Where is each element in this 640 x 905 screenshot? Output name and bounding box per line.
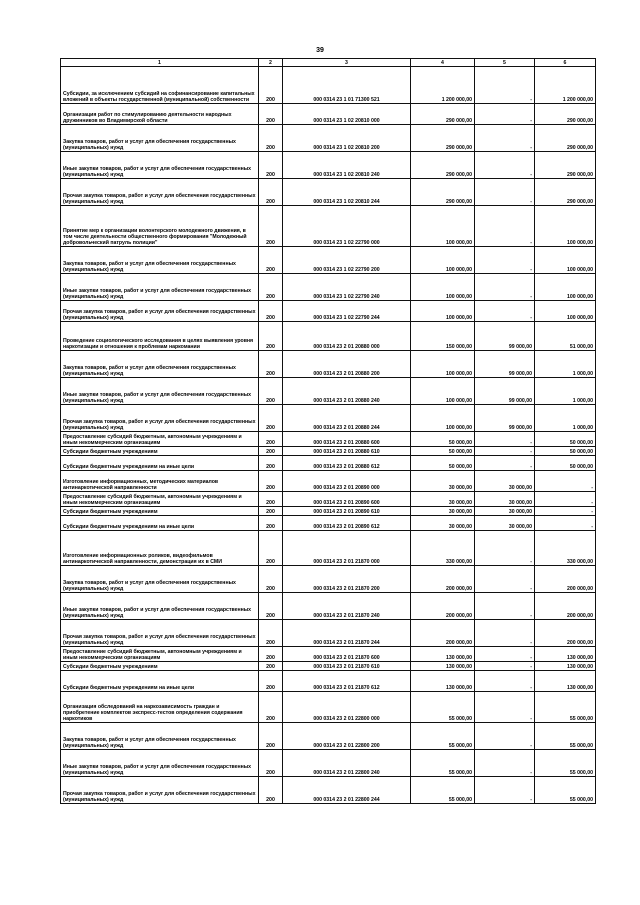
- row-col6-amount: 1 200 000,00: [535, 67, 596, 104]
- table-row: [61, 179, 596, 206]
- col-header: 6: [535, 59, 596, 67]
- row-total-amount: 290 000,00: [411, 104, 475, 125]
- row-total-amount: 100 000,00: [411, 274, 475, 301]
- row-description: Прочая закупка товаров, работ и услуг для обеспечения государственных (муниципальных) нужд: [61, 179, 259, 206]
- table-row: [61, 247, 596, 274]
- row-col5-amount: -: [475, 723, 535, 750]
- row-description: Закупка товаров, работ и услуг для обеспечения государственных (муниципальных) нужд: [61, 125, 259, 152]
- table-row: [61, 456, 596, 471]
- row-description: Изготовление информационных роликов, видеофильмов антинаркотической направленности, демонстрация их в СМИ: [61, 531, 259, 566]
- row-total-amount: 55 000,00: [411, 750, 475, 777]
- row-description: Закупка товаров, работ и услуг для обеспечения государственных (муниципальных) нужд: [61, 723, 259, 750]
- row-budget-classification-code: 000 0314 23 2 01 20880 244: [283, 405, 411, 432]
- row-budget-classification-code: 000 0314 23 2 01 20890 610: [283, 507, 411, 516]
- row-col5-amount: -: [475, 647, 535, 662]
- row-col5-amount: -: [475, 447, 535, 456]
- row-total-amount: 200 000,00: [411, 620, 475, 647]
- row-col6-amount: 1 000,00: [535, 351, 596, 378]
- row-total-amount: 1 200 000,00: [411, 67, 475, 104]
- table-header-row: [61, 59, 596, 67]
- row-grbs-code: 200: [259, 447, 283, 456]
- row-grbs-code: 200: [259, 274, 283, 301]
- row-description: Субсидии бюджетным учреждениям на иные цели: [61, 456, 259, 471]
- table-row: [61, 206, 596, 247]
- row-description: Прочая закупка товаров, работ и услуг для обеспечения государственных (муниципальных) нужд: [61, 777, 259, 804]
- row-col6-amount: 51 000,00: [535, 322, 596, 351]
- row-col6-amount: 130 000,00: [535, 671, 596, 692]
- page-number: 39: [316, 47, 324, 54]
- row-budget-classification-code: 000 0314 23 2 01 21870 244: [283, 620, 411, 647]
- row-total-amount: 50 000,00: [411, 432, 475, 447]
- row-description: Субсидии бюджетным учреждениям на иные цели: [61, 516, 259, 531]
- row-budget-classification-code: 000 0314 23 2 01 20880 240: [283, 378, 411, 405]
- row-col6-amount: -: [535, 516, 596, 531]
- row-budget-classification-code: 000 0314 23 2 01 20890 600: [283, 492, 411, 507]
- row-total-amount: 100 000,00: [411, 405, 475, 432]
- row-col5-amount: -: [475, 531, 535, 566]
- table-row: [61, 662, 596, 671]
- row-budget-classification-code: 000 0314 23 1 02 22790 244: [283, 301, 411, 322]
- row-total-amount: 100 000,00: [411, 351, 475, 378]
- row-grbs-code: 200: [259, 152, 283, 179]
- row-total-amount: 330 000,00: [411, 531, 475, 566]
- row-total-amount: 130 000,00: [411, 671, 475, 692]
- row-description: Субсидии бюджетным учреждениям: [61, 662, 259, 671]
- row-description: Прочая закупка товаров, работ и услуг для обеспечения государственных (муниципальных) нужд: [61, 620, 259, 647]
- row-col6-amount: -: [535, 507, 596, 516]
- row-col6-amount: 330 000,00: [535, 531, 596, 566]
- table-row: [61, 322, 596, 351]
- row-grbs-code: 200: [259, 456, 283, 471]
- table-row: [61, 152, 596, 179]
- row-description: Организация обследований на наркозависимость граждан и приобретение комплектов экспресс-тестов определения содержания наркотиков: [61, 692, 259, 723]
- row-col5-amount: -: [475, 104, 535, 125]
- row-budget-classification-code: 000 0314 23 2 01 20880 000: [283, 322, 411, 351]
- row-budget-classification-code: 000 0314 23 1 02 22790 240: [283, 274, 411, 301]
- row-budget-classification-code: 000 0314 23 1 02 22790 200: [283, 247, 411, 274]
- row-col6-amount: -: [535, 492, 596, 507]
- row-col6-amount: 200 000,00: [535, 566, 596, 593]
- row-budget-classification-code: 000 0314 23 2 01 20880 610: [283, 447, 411, 456]
- row-col5-amount: -: [475, 662, 535, 671]
- row-grbs-code: 200: [259, 351, 283, 378]
- row-description: Иные закупки товаров, работ и услуг для обеспечения государственных (муниципальных) нужд: [61, 274, 259, 301]
- row-grbs-code: 200: [259, 432, 283, 447]
- row-budget-classification-code: 000 0314 23 2 01 22800 244: [283, 777, 411, 804]
- row-col6-amount: 55 000,00: [535, 777, 596, 804]
- table-row: [61, 671, 596, 692]
- row-budget-classification-code: 000 0314 23 2 01 21870 200: [283, 566, 411, 593]
- row-budget-classification-code: 000 0314 23 2 01 20890 612: [283, 516, 411, 531]
- table-row: [61, 777, 596, 804]
- row-budget-classification-code: 000 0314 23 1 01 71300 521: [283, 67, 411, 104]
- row-col6-amount: 50 000,00: [535, 432, 596, 447]
- row-col5-amount: -: [475, 125, 535, 152]
- table-row: [61, 593, 596, 620]
- row-col6-amount: 1 000,00: [535, 378, 596, 405]
- row-budget-classification-code: 000 0314 23 1 02 20810 000: [283, 104, 411, 125]
- row-budget-classification-code: 000 0314 23 2 01 20880 200: [283, 351, 411, 378]
- row-col5-amount: -: [475, 301, 535, 322]
- row-grbs-code: 200: [259, 206, 283, 247]
- row-budget-classification-code: 000 0314 23 1 02 22790 000: [283, 206, 411, 247]
- row-description: Предоставление субсидий бюджетным, автономным учреждениям и иным некоммерческим организациям: [61, 432, 259, 447]
- row-col6-amount: 290 000,00: [535, 179, 596, 206]
- table-row: [61, 378, 596, 405]
- row-budget-classification-code: 000 0314 23 2 01 21870 600: [283, 647, 411, 662]
- row-total-amount: 200 000,00: [411, 566, 475, 593]
- row-total-amount: 50 000,00: [411, 447, 475, 456]
- row-description: Субсидии бюджетным учреждениям на иные цели: [61, 671, 259, 692]
- row-description: Закупка товаров, работ и услуг для обеспечения государственных (муниципальных) нужд: [61, 351, 259, 378]
- row-col6-amount: 100 000,00: [535, 301, 596, 322]
- row-col6-amount: 130 000,00: [535, 647, 596, 662]
- row-col5-amount: 30 000,00: [475, 516, 535, 531]
- row-col6-amount: 290 000,00: [535, 125, 596, 152]
- row-grbs-code: 200: [259, 322, 283, 351]
- table-row: [61, 507, 596, 516]
- row-col5-amount: 99 000,00: [475, 351, 535, 378]
- table-row: [61, 750, 596, 777]
- row-total-amount: 50 000,00: [411, 456, 475, 471]
- row-total-amount: 100 000,00: [411, 206, 475, 247]
- row-col5-amount: -: [475, 692, 535, 723]
- row-grbs-code: 200: [259, 67, 283, 104]
- row-description: Иные закупки товаров, работ и услуг для обеспечения государственных (муниципальных) нужд: [61, 378, 259, 405]
- row-description: Предоставление субсидий бюджетным, автономным учреждениям и иным некоммерческим организациям: [61, 647, 259, 662]
- row-description: Иные закупки товаров, работ и услуг для обеспечения государственных (муниципальных) нужд: [61, 593, 259, 620]
- row-description: Прочая закупка товаров, работ и услуг для обеспечения государственных (муниципальных) нужд: [61, 405, 259, 432]
- row-col5-amount: -: [475, 593, 535, 620]
- row-description: Субсидии, за исключением субсидий на софинансирование капитальных вложений в объекты государственной (муниципальной) собственности: [61, 67, 259, 104]
- row-total-amount: 290 000,00: [411, 125, 475, 152]
- row-grbs-code: 200: [259, 566, 283, 593]
- row-total-amount: 30 000,00: [411, 507, 475, 516]
- col-header: 3: [283, 59, 411, 67]
- row-grbs-code: 200: [259, 125, 283, 152]
- row-grbs-code: 200: [259, 301, 283, 322]
- row-total-amount: 200 000,00: [411, 593, 475, 620]
- row-grbs-code: 200: [259, 516, 283, 531]
- row-col5-amount: 99 000,00: [475, 405, 535, 432]
- table-row: [61, 566, 596, 593]
- row-total-amount: 100 000,00: [411, 247, 475, 274]
- row-col5-amount: -: [475, 750, 535, 777]
- row-total-amount: 130 000,00: [411, 647, 475, 662]
- row-col5-amount: -: [475, 152, 535, 179]
- row-grbs-code: 200: [259, 531, 283, 566]
- row-grbs-code: 200: [259, 777, 283, 804]
- row-col6-amount: 200 000,00: [535, 620, 596, 647]
- col-header: 1: [61, 59, 259, 67]
- row-description: Организация работ по стимулированию деятельности народных дружинников во Владимирской области: [61, 104, 259, 125]
- table-row: [61, 620, 596, 647]
- row-grbs-code: 200: [259, 750, 283, 777]
- table-row: [61, 647, 596, 662]
- row-grbs-code: 200: [259, 647, 283, 662]
- row-description: Закупка товаров, работ и услуг для обеспечения государственных (муниципальных) нужд: [61, 247, 259, 274]
- row-total-amount: 100 000,00: [411, 301, 475, 322]
- row-col6-amount: 55 000,00: [535, 723, 596, 750]
- row-col6-amount: 1 000,00: [535, 405, 596, 432]
- row-description: Прочая закупка товаров, работ и услуг для обеспечения государственных (муниципальных) нужд: [61, 301, 259, 322]
- row-grbs-code: 200: [259, 671, 283, 692]
- col-header: 5: [475, 59, 535, 67]
- row-col5-amount: -: [475, 566, 535, 593]
- table-row: [61, 274, 596, 301]
- row-total-amount: 130 000,00: [411, 662, 475, 671]
- row-budget-classification-code: 000 0314 23 2 01 20880 600: [283, 432, 411, 447]
- row-col5-amount: 30 000,00: [475, 492, 535, 507]
- row-grbs-code: 200: [259, 593, 283, 620]
- row-col6-amount: 55 000,00: [535, 692, 596, 723]
- table-row: [61, 104, 596, 125]
- row-total-amount: 55 000,00: [411, 777, 475, 804]
- row-col5-amount: -: [475, 671, 535, 692]
- row-col5-amount: -: [475, 456, 535, 471]
- row-col5-amount: -: [475, 67, 535, 104]
- row-budget-classification-code: 000 0314 23 2 01 21870 612: [283, 671, 411, 692]
- row-budget-classification-code: 000 0314 23 2 01 22800 000: [283, 692, 411, 723]
- row-grbs-code: 200: [259, 692, 283, 723]
- row-description: Субсидии бюджетным учреждениям: [61, 447, 259, 456]
- row-budget-classification-code: 000 0314 23 2 01 22800 240: [283, 750, 411, 777]
- row-budget-classification-code: 000 0314 23 2 01 21870 610: [283, 662, 411, 671]
- col-header: 4: [411, 59, 475, 67]
- table-row: [61, 447, 596, 456]
- row-col6-amount: 200 000,00: [535, 593, 596, 620]
- row-budget-classification-code: 000 0314 23 2 01 20890 000: [283, 471, 411, 492]
- table-row: [61, 692, 596, 723]
- row-col5-amount: -: [475, 206, 535, 247]
- row-description: Проведение социологического исследования в целях выявления уровня наркотизации и отношения к проблемам наркомании: [61, 322, 259, 351]
- row-grbs-code: 200: [259, 723, 283, 750]
- row-budget-classification-code: 000 0314 23 1 02 20810 240: [283, 152, 411, 179]
- row-col6-amount: 100 000,00: [535, 206, 596, 247]
- col-header: 2: [259, 59, 283, 67]
- row-total-amount: 30 000,00: [411, 492, 475, 507]
- row-budget-classification-code: 000 0314 23 2 01 21870 240: [283, 593, 411, 620]
- table-row: [61, 125, 596, 152]
- row-col5-amount: 99 000,00: [475, 378, 535, 405]
- row-budget-classification-code: 000 0314 23 2 01 20880 612: [283, 456, 411, 471]
- row-budget-classification-code: 000 0314 23 2 01 22800 200: [283, 723, 411, 750]
- row-description: Предоставление субсидий бюджетным, автономным учреждениям и иным некоммерческим организациям: [61, 492, 259, 507]
- row-col6-amount: 100 000,00: [535, 274, 596, 301]
- row-description: Иные закупки товаров, работ и услуг для обеспечения государственных (муниципальных) нужд: [61, 152, 259, 179]
- row-description: Субсидии бюджетным учреждениям: [61, 507, 259, 516]
- row-col5-amount: 99 000,00: [475, 322, 535, 351]
- table-row: [61, 351, 596, 378]
- table-row: [61, 432, 596, 447]
- table-row: [61, 301, 596, 322]
- table-row: [61, 67, 596, 104]
- row-description: Принятие мер к организации волонтерского молодежного движения, в том числе деятельности общественного формирования "Молодежный добровольческий патруль полиции": [61, 206, 259, 247]
- row-total-amount: 30 000,00: [411, 471, 475, 492]
- row-col6-amount: 290 000,00: [535, 152, 596, 179]
- row-col5-amount: 30 000,00: [475, 507, 535, 516]
- row-col6-amount: 55 000,00: [535, 750, 596, 777]
- table-row: [61, 471, 596, 492]
- row-grbs-code: 200: [259, 471, 283, 492]
- row-col5-amount: -: [475, 274, 535, 301]
- row-budget-classification-code: 000 0314 23 1 02 20810 244: [283, 179, 411, 206]
- row-grbs-code: 200: [259, 620, 283, 647]
- row-grbs-code: 200: [259, 662, 283, 671]
- row-col5-amount: -: [475, 777, 535, 804]
- row-col6-amount: 100 000,00: [535, 247, 596, 274]
- row-budget-classification-code: 000 0314 23 1 02 20810 200: [283, 125, 411, 152]
- row-col6-amount: 50 000,00: [535, 456, 596, 471]
- row-total-amount: 150 000,00: [411, 322, 475, 351]
- row-total-amount: 55 000,00: [411, 723, 475, 750]
- table-row: [61, 723, 596, 750]
- row-col5-amount: -: [475, 179, 535, 206]
- row-col5-amount: -: [475, 432, 535, 447]
- row-grbs-code: 200: [259, 378, 283, 405]
- row-grbs-code: 200: [259, 247, 283, 274]
- table-row: [61, 516, 596, 531]
- row-total-amount: 100 000,00: [411, 378, 475, 405]
- row-col6-amount: -: [535, 471, 596, 492]
- table-row: [61, 405, 596, 432]
- row-col6-amount: 290 000,00: [535, 104, 596, 125]
- row-description: Закупка товаров, работ и услуг для обеспечения государственных (муниципальных) нужд: [61, 566, 259, 593]
- row-grbs-code: 200: [259, 405, 283, 432]
- row-total-amount: 290 000,00: [411, 179, 475, 206]
- row-col6-amount: 50 000,00: [535, 447, 596, 456]
- row-total-amount: 55 000,00: [411, 692, 475, 723]
- row-grbs-code: 200: [259, 179, 283, 206]
- table-row: [61, 531, 596, 566]
- row-description: Иные закупки товаров, работ и услуг для обеспечения государственных (муниципальных) нужд: [61, 750, 259, 777]
- row-grbs-code: 200: [259, 507, 283, 516]
- row-col5-amount: 30 000,00: [475, 471, 535, 492]
- row-total-amount: 290 000,00: [411, 152, 475, 179]
- row-budget-classification-code: 000 0314 23 2 01 21870 000: [283, 531, 411, 566]
- row-col5-amount: -: [475, 620, 535, 647]
- table-row: [61, 492, 596, 507]
- row-total-amount: 30 000,00: [411, 516, 475, 531]
- row-col6-amount: 130 000,00: [535, 662, 596, 671]
- row-grbs-code: 200: [259, 492, 283, 507]
- row-grbs-code: 200: [259, 104, 283, 125]
- row-description: Изготовление информационных, методических материалов антинаркотической направленности: [61, 471, 259, 492]
- budget-table: [60, 58, 596, 804]
- row-col5-amount: -: [475, 247, 535, 274]
